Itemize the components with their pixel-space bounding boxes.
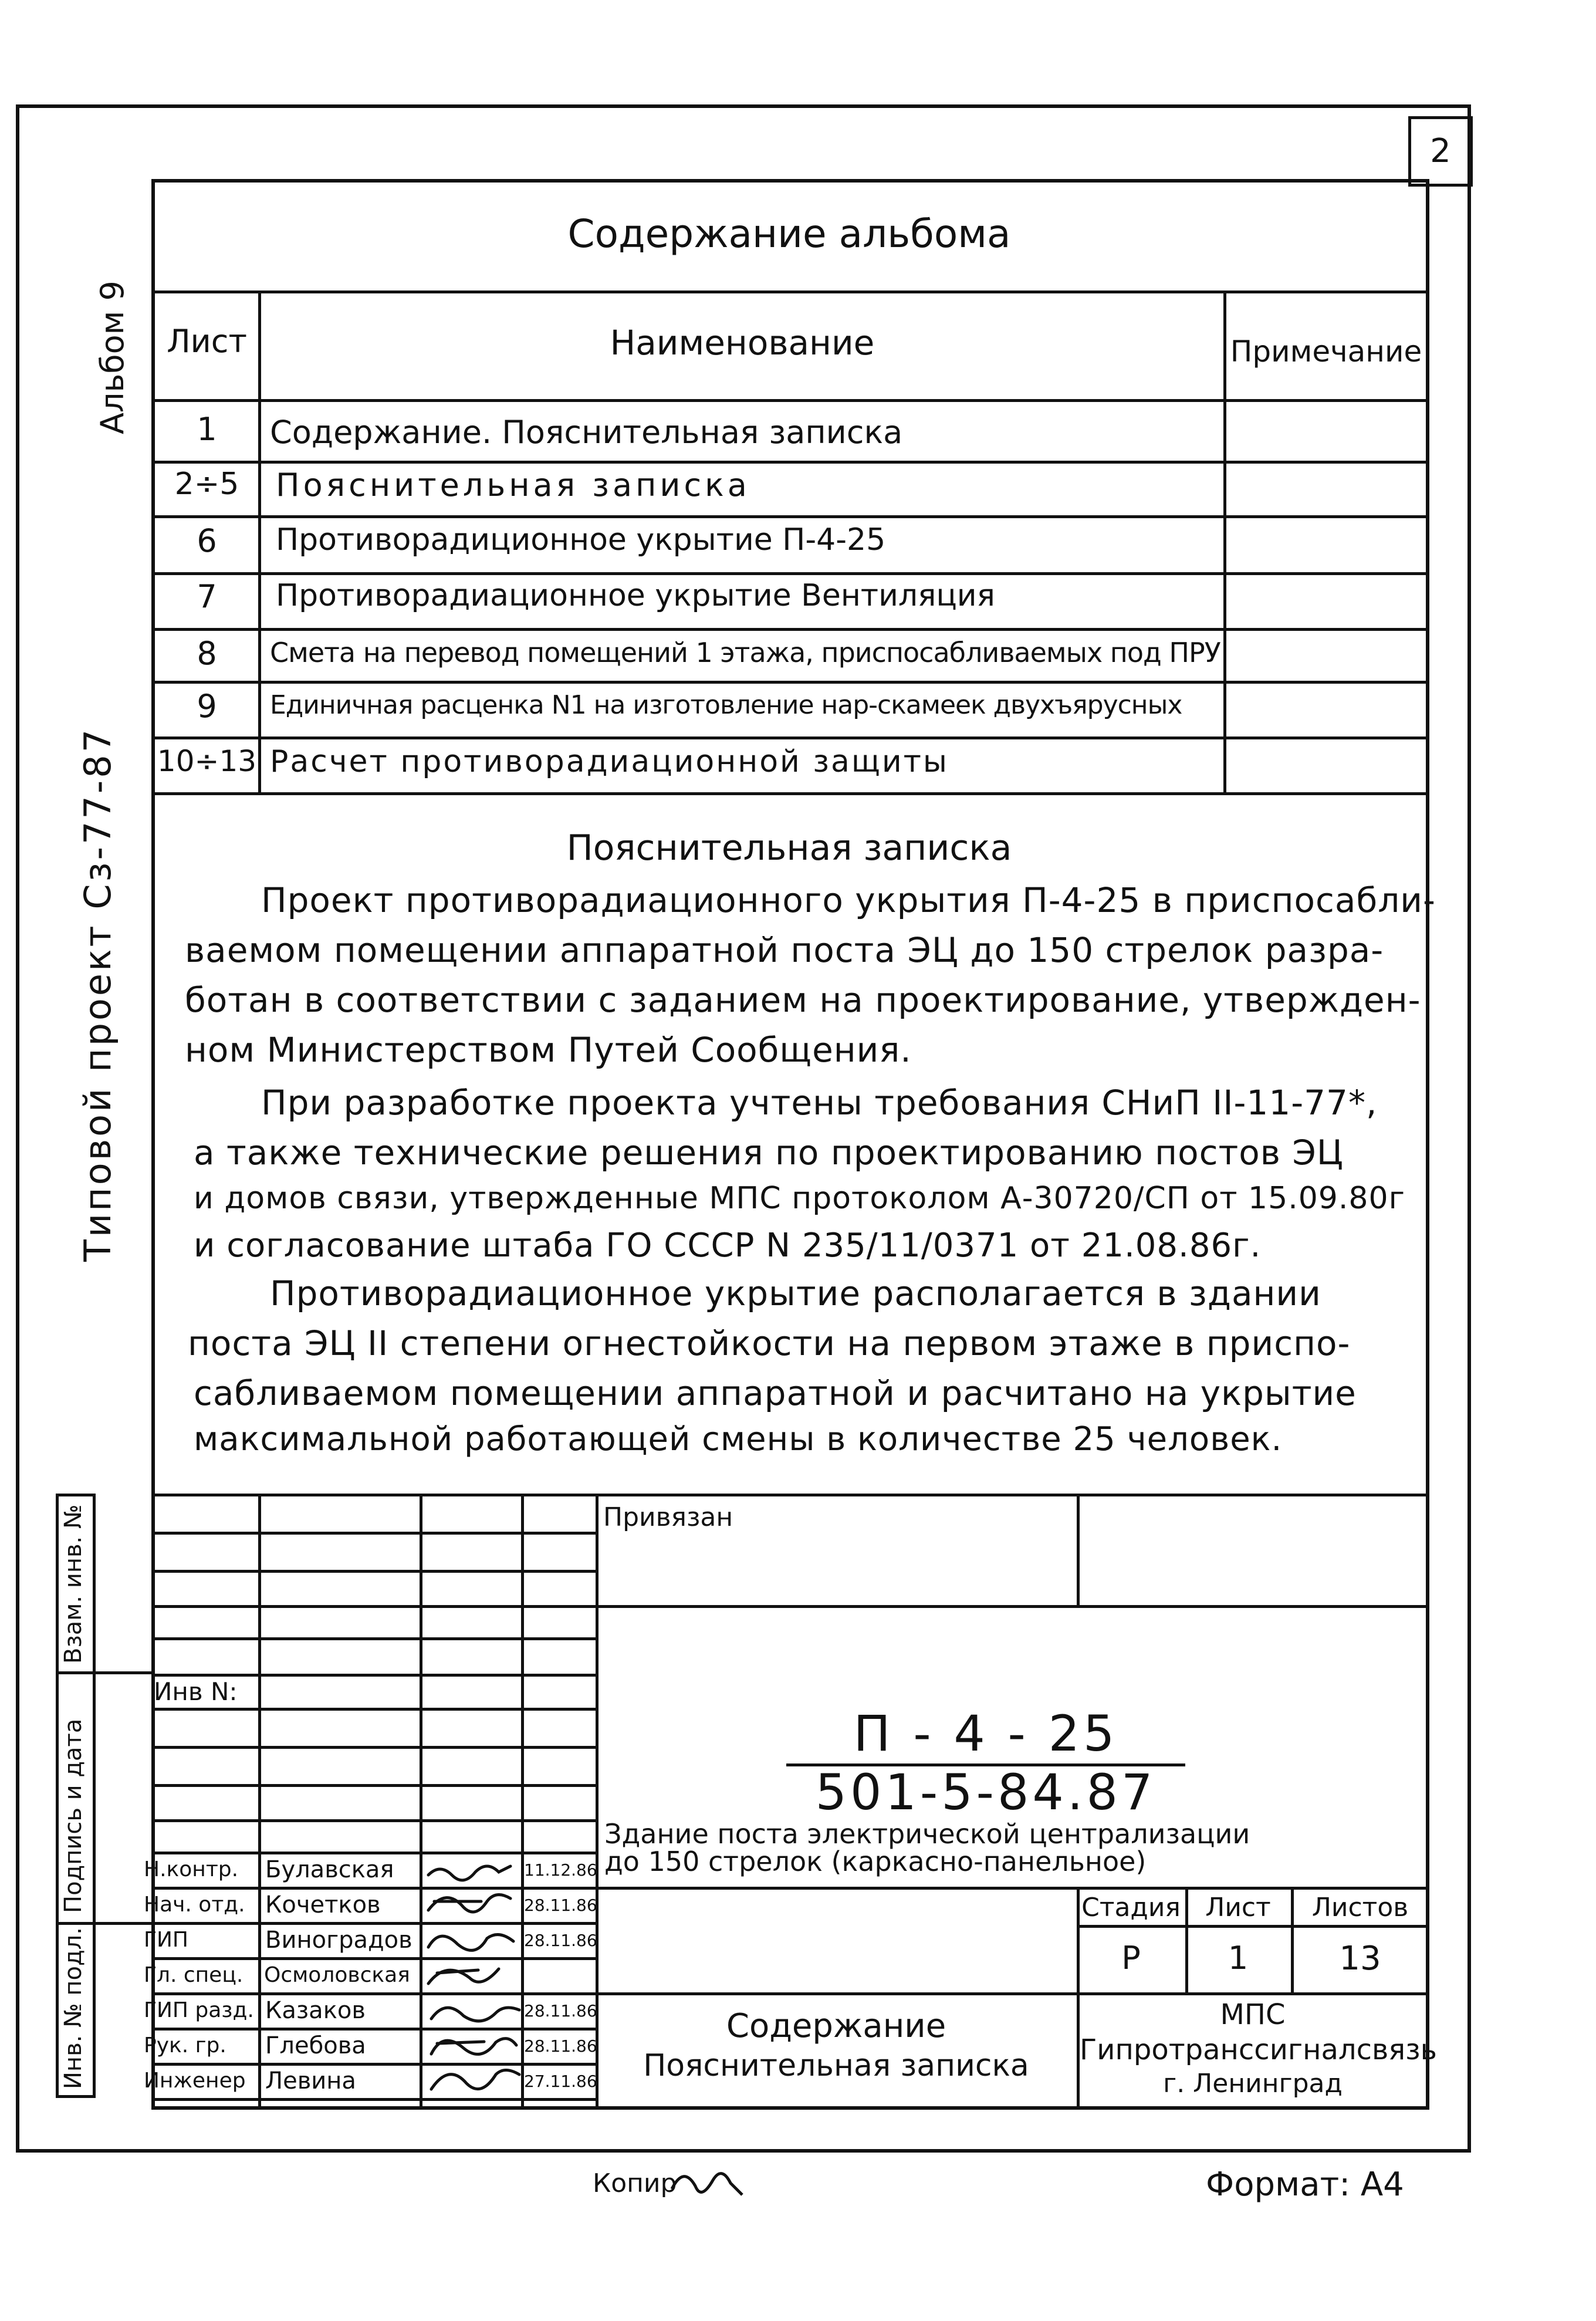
row-sheet: 10÷13 [157,744,257,778]
note-line: При разработке проекта учтены требования СНиП II-11-77*, [261,1083,1378,1123]
sign-date: 28.11.86 [524,1896,597,1915]
person-name: Виноградов [265,1927,412,1954]
sheets-header: Листов [1311,1893,1409,1923]
copy-label: Копир [593,2168,677,2198]
person-name: Осмоловская [264,1963,410,1987]
row-name: Содержание. Пояснительная записка [270,414,903,451]
row-sheet: 8 [197,635,217,672]
sign-date: 28.11.86 [524,2036,597,2056]
doc-title-2: Пояснительная записка [643,2048,1029,2083]
format-label: Формат: А4 [1206,2165,1404,2204]
project-code-2: 501-5-84.87 [815,1763,1157,1821]
project-code-1: П - 4 - 25 [853,1705,1118,1762]
role: Н.контр. [144,1857,239,1881]
row-sheet: 7 [197,578,217,615]
note-line: ботан в соответствии с заданием на проектирование, утвержден- [185,980,1421,1020]
note-line: сабливаемом помещении аппаратной и расчитано на укрытие [194,1373,1357,1413]
vzam-label: Взам. инв. № [60,1504,87,1664]
sign-date: 28.11.86 [524,1931,597,1950]
header-note: Примечание [1230,335,1422,369]
album-label: Альбом 9 [94,281,131,434]
role: Нач. отд. [144,1893,245,1917]
role: ГИП [144,1928,188,1952]
podpis-label: Подпись и дата [60,1718,87,1913]
row-sheet: 6 [197,522,217,559]
contents-title: Содержание альбома [567,211,1011,256]
person-name: Глебова [265,2032,366,2059]
sheets-value: 13 [1339,1940,1381,1978]
row-name: Пояснительная записка [276,467,750,504]
row-name: Единичная расценка N1 на изготовление нар-скамеек двухъярусных [270,690,1182,720]
inv-no-label: Инв N: [154,1677,238,1706]
note-line: Противорадиационное укрытие располагается в здании [270,1273,1321,1313]
row-sheet: 9 [197,688,217,725]
row-sheet: 2÷5 [174,467,239,502]
person-name: Левина [265,2067,356,2094]
sign-date: 11.12.86 [524,1860,597,1880]
note-line: максимальной работающей смены в количестве 25 человек. [194,1420,1283,1458]
sheet-number-box: 2 [1408,116,1473,187]
note-line: поста ЭЦ II степени огнестойкости на первом этаже в приспо- [188,1323,1351,1363]
person-name: Булавская [265,1856,394,1883]
note-line: Проект противорадиационного укрытия П-4-25 в приспосабли- [261,880,1436,920]
sheet-value: 1 [1228,1940,1249,1977]
note-line: ном Министерством Путей Сообщения. [185,1030,912,1070]
person-name: Казаков [265,1997,366,2024]
building-line-2: до 150 стрелок (каркасно-панельное) [604,1846,1147,1877]
header-name: Наименование [610,323,875,363]
sign-date: 28.11.86 [524,2001,597,2021]
inv-podl-label: Инв. № подл. [60,1927,87,2089]
role: ГИП разд. [144,1998,254,2022]
row-name: Противорадиционное укрытие П-4-25 [276,522,886,558]
role: Гл. спец. [144,1963,244,1987]
note-line: и домов связи, утвержденные МПС протоколом А-30720/СП от 15.09.80г [194,1181,1405,1216]
stage-value: Р [1121,1940,1141,1977]
org-line-1: МПС [1220,1998,1286,2031]
note-line: и согласование штаба ГО СССР N 235/11/0371 от 21.08.86г. [194,1227,1262,1265]
role: Инженер [144,2069,246,2093]
header-sheet: Лист [167,323,247,360]
person-name: Кочетков [265,1891,381,1918]
stage-header: Стадия [1081,1893,1181,1923]
note-line: а также технические решения по проектированию постов ЭЦ [194,1133,1344,1173]
note-title: Пояснительная записка [566,827,1012,869]
org-line-2: Гипротранссигналсвязь [1080,2033,1437,2066]
org-line-3: г. Ленинград [1163,2069,1343,2099]
project-label: Типовой проект Сз-77-87 [76,727,119,1262]
privyazan-label: Привязан [603,1502,733,1532]
sign-date: 27.11.86 [524,2072,597,2091]
row-name: Расчет противорадиационной защиты [270,744,949,779]
row-sheet: 1 [197,411,217,448]
row-name: Противорадиационное укрытие Вентиляция [276,578,995,613]
doc-title-1: Содержание [726,2007,946,2045]
role: Рук. гр. [144,2033,226,2058]
building-line-1: Здание поста электрической централизации [604,1818,1250,1850]
row-name: Смета на перевод помещений 1 этажа, приспосабливаемых под ПРУ [270,637,1220,668]
note-line: ваемом помещении аппаратной поста ЭЦ до 150 стрелок разра- [185,930,1384,970]
sheet-header: Лист [1205,1893,1271,1923]
